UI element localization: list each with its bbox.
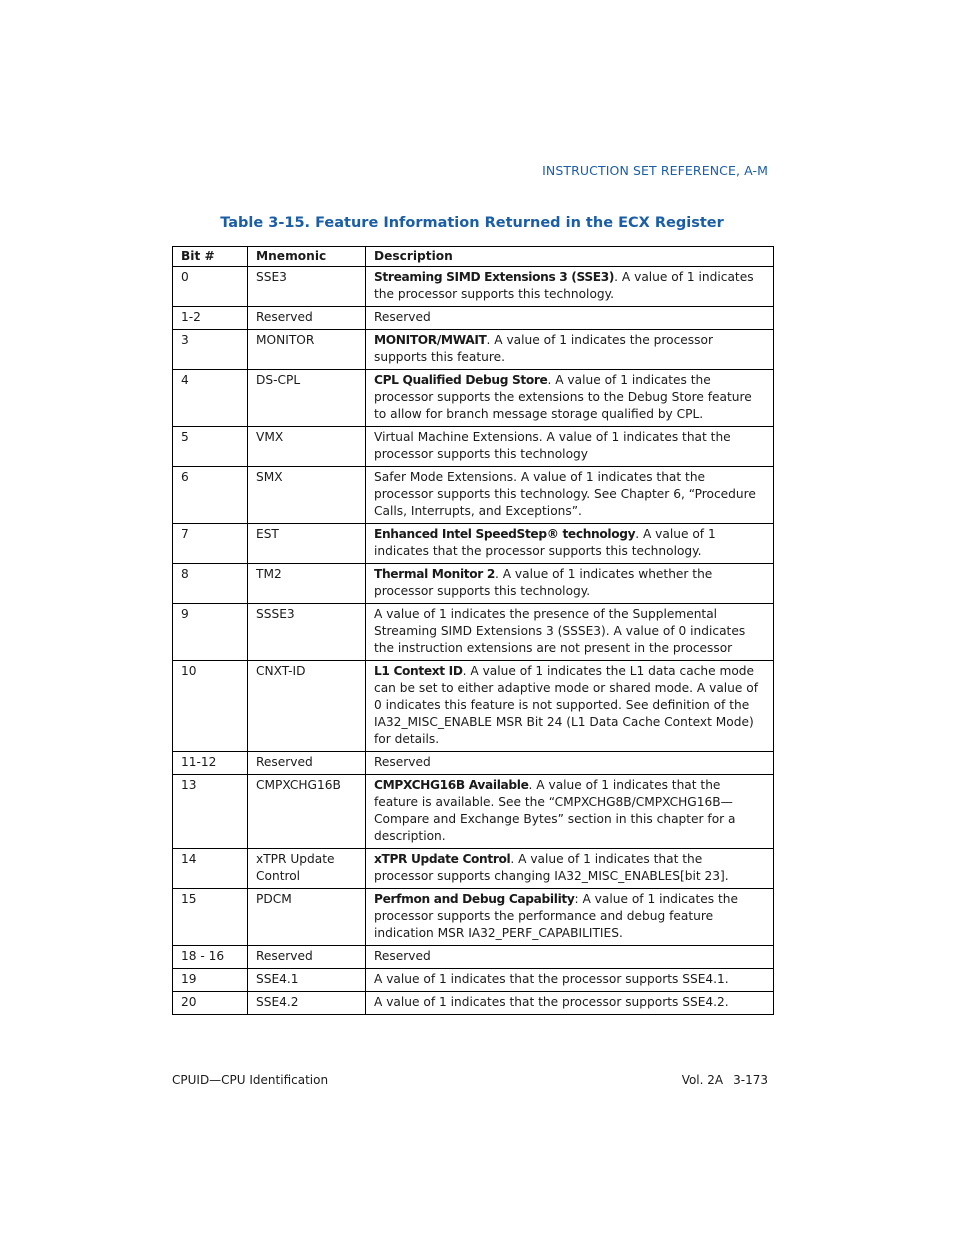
table-body: [173, 267, 774, 1015]
cell-description: [366, 564, 774, 604]
table-row: [173, 467, 774, 524]
table-row: [173, 889, 774, 946]
cell-mnemonic: DS-CPL: [248, 370, 366, 427]
cell-bit: 6: [173, 467, 248, 524]
table-row: [173, 752, 774, 775]
description-feature-name: CPL Qualified Debug Store: [374, 373, 548, 387]
cell-mnemonic: SSE4.2: [248, 992, 366, 1015]
cell-bit: 10: [173, 661, 248, 752]
description-feature-name: Thermal Monitor 2: [374, 567, 495, 581]
cell-description: [366, 775, 774, 849]
cell-bit: 4: [173, 370, 248, 427]
cell-bit: 11-12: [173, 752, 248, 775]
description-text: : A value of 1 indicates the processor supports the performance and debug feature indication MSR IA32_PERF_CAPABILITIES.: [374, 892, 738, 940]
cell-description: [366, 427, 774, 467]
table-row: [173, 370, 774, 427]
cell-description: [366, 992, 774, 1015]
cell-bit: 9: [173, 604, 248, 661]
cell-bit: 14: [173, 849, 248, 889]
table-row: [173, 661, 774, 752]
description-text: . A value of 1 indicates the processor supports this technology.: [374, 270, 754, 301]
cell-mnemonic: CNXT-ID: [248, 661, 366, 752]
cell-bit: 13: [173, 775, 248, 849]
description-text: . A value of 1 indicates whether the processor supports this technology.: [374, 567, 713, 598]
table-row: [173, 604, 774, 661]
cell-description: [366, 467, 774, 524]
table-row: [173, 992, 774, 1015]
column-header-bit: Bit #: [173, 247, 248, 267]
cell-description: [366, 307, 774, 330]
cell-mnemonic: SSSE3: [248, 604, 366, 661]
cell-mnemonic: Reserved: [248, 946, 366, 969]
cell-bit: 18 - 16: [173, 946, 248, 969]
cell-description: [366, 267, 774, 307]
table-row: [173, 969, 774, 992]
description-text: . A value of 1 indicates that the processor supports this technology.: [374, 527, 716, 558]
cell-mnemonic: SSE3: [248, 267, 366, 307]
description-text: . A value of 1 indicates the L1 data cache mode can be set to either adaptive mode or shared mode. A value of 0 indicates this feature is not supported. See definition of the IA32_MISC_ENABLE MSR Bit 24 (L1 Data Cache Context Mode) for details.: [374, 664, 759, 746]
cell-mnemonic: EST: [248, 524, 366, 564]
cell-mnemonic: SMX: [248, 467, 366, 524]
cell-description: [366, 604, 774, 661]
cell-description: [366, 849, 774, 889]
description-feature-name: Enhanced Intel SpeedStep® technology: [374, 527, 636, 541]
cell-mnemonic: Reserved: [248, 307, 366, 330]
description-feature-name: L1 Context ID: [374, 664, 463, 678]
cell-mnemonic: CMPXCHG16B: [248, 775, 366, 849]
cell-mnemonic: SSE4.1: [248, 969, 366, 992]
description-text: A value of 1 indicates the presence of the Supplemental Streaming SIMD Extensions 3 (SSSE3). A value of 0 indicates the instruction extensions are not present in the processor: [374, 607, 746, 655]
cell-description: [366, 524, 774, 564]
footer-page-info: [682, 1073, 768, 1087]
cell-bit: 1-2: [173, 307, 248, 330]
footer-volume: Vol. 2A: [681, 1073, 724, 1087]
description-text: . A value of 1 indicates that the processor supports changing IA32_MISC_ENABLES[bit 23].: [374, 852, 729, 883]
cell-mnemonic: PDCM: [248, 889, 366, 946]
table-row: [173, 267, 774, 307]
table-row: [173, 946, 774, 969]
table-title: Table 3-15. Feature Information Returned in the ECX Register: [220, 215, 724, 231]
description-feature-name: xTPR Update Control: [374, 852, 511, 866]
feature-table: [172, 246, 774, 1015]
column-header-description: Description: [366, 247, 774, 267]
cell-bit: 20: [173, 992, 248, 1015]
cell-bit: 0: [173, 267, 248, 307]
column-header-mnemonic: Mnemonic: [248, 247, 366, 267]
description-feature-name: Streaming SIMD Extensions 3 (SSE3): [374, 270, 615, 284]
description-text: Reserved: [374, 755, 431, 769]
cell-mnemonic: TM2: [248, 564, 366, 604]
footer-page-number: 3-173: [733, 1073, 768, 1087]
description-text: . A value of 1 indicates the processor supports this feature.: [374, 333, 713, 364]
cell-bit: 5: [173, 427, 248, 467]
cell-description: [366, 969, 774, 992]
description-text: Reserved: [374, 310, 431, 324]
cell-bit: 15: [173, 889, 248, 946]
description-feature-name: CMPXCHG16B Available: [374, 778, 529, 792]
table-row: [173, 775, 774, 849]
cell-bit: 3: [173, 330, 248, 370]
description-feature-name: MONITOR/MWAIT: [374, 333, 487, 347]
cell-mnemonic: Reserved: [248, 752, 366, 775]
cell-bit: 7: [173, 524, 248, 564]
cell-description: [366, 889, 774, 946]
description-text: A value of 1 indicates that the processor supports SSE4.1.: [374, 972, 729, 986]
running-header: INSTRUCTION SET REFERENCE, A-M: [542, 163, 768, 178]
table-header-row: [173, 247, 774, 267]
table-row: [173, 427, 774, 467]
cell-description: [366, 661, 774, 752]
table-row: [173, 849, 774, 889]
footer-title: CPUID—CPU Identification: [172, 1073, 329, 1087]
description-feature-name: Perfmon and Debug Capability: [374, 892, 575, 906]
cell-description: [366, 946, 774, 969]
cell-bit: 19: [173, 969, 248, 992]
table-row: [173, 564, 774, 604]
cell-description: [366, 330, 774, 370]
table-row: [173, 524, 774, 564]
description-text: . A value of 1 indicates that the feature is available. See the “CMPXCHG8B/CMPXCHG16B—Compare and Exchange Bytes” section in this chapter for a description.: [374, 778, 736, 843]
description-text: . A value of 1 indicates the processor supports the extensions to the Debug Store feature to allow for branch message storage qualified by CPL.: [374, 373, 752, 421]
cell-description: [366, 752, 774, 775]
cell-mnemonic: xTPR Update Control: [248, 849, 366, 889]
table-row: [173, 307, 774, 330]
cell-mnemonic: VMX: [248, 427, 366, 467]
description-text: Virtual Machine Extensions. A value of 1 indicates that the processor supports this technology: [374, 430, 731, 461]
description-text: Safer Mode Extensions. A value of 1 indicates that the processor supports this technology. See Chapter 6, “Procedure Calls, Interrupts, and Exceptions”.: [374, 470, 756, 518]
cell-mnemonic: MONITOR: [248, 330, 366, 370]
description-text: Reserved: [374, 949, 431, 963]
cell-bit: 8: [173, 564, 248, 604]
cell-description: [366, 370, 774, 427]
table-row: [173, 330, 774, 370]
description-text: A value of 1 indicates that the processor supports SSE4.2.: [374, 995, 729, 1009]
